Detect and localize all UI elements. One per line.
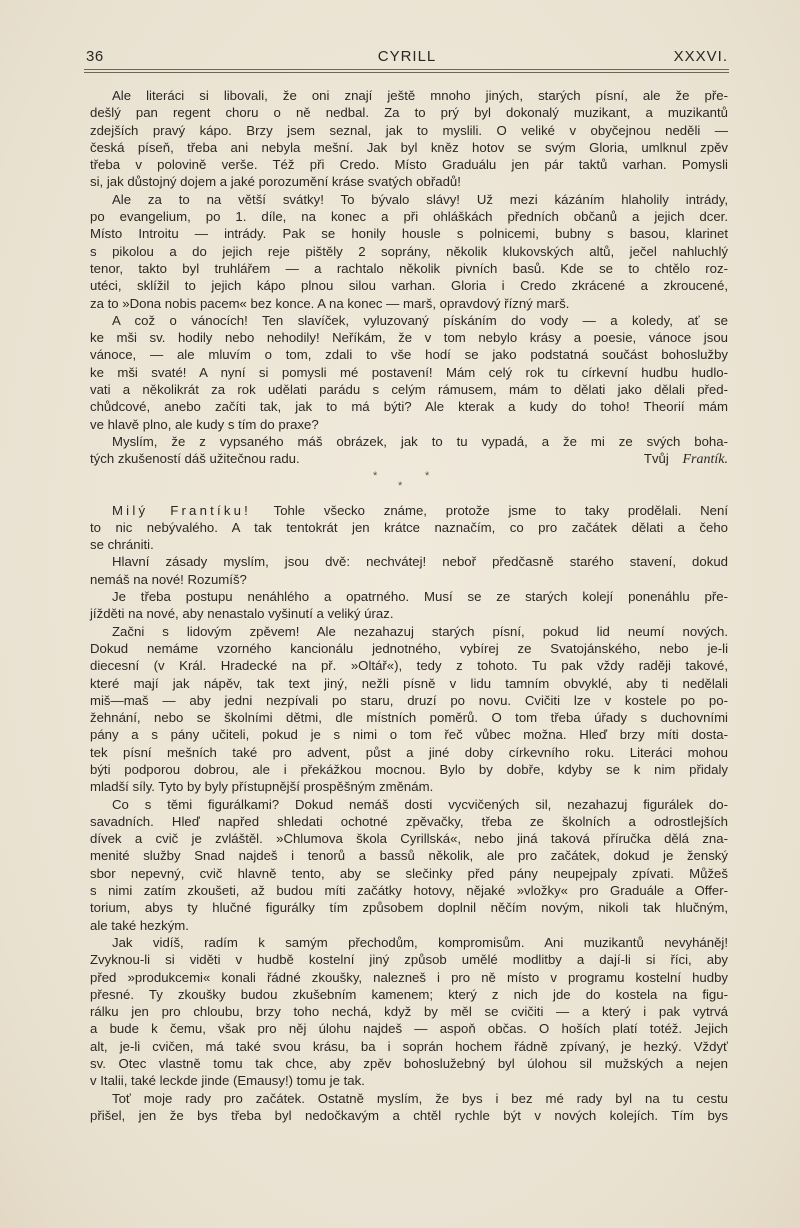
text-line bbox=[90, 796, 728, 813]
line-text: A což o vánocích! Ten slavíček, vyluzovaný pískáním do vody — a koledy, ať se bbox=[112, 312, 728, 328]
separator-star: * bbox=[425, 469, 430, 482]
text-line bbox=[90, 1003, 728, 1020]
text-line bbox=[90, 156, 728, 173]
line-text: diecesní (v Král. Hradecké na př. »Oltář«), tedy z tohoto. Tu pak vždy raději takové, bbox=[90, 658, 728, 674]
line-text: nemáš na nové! Rozumíš? bbox=[90, 571, 247, 587]
line-text: savadních. Hleď napřed shledati ochotné zpěvačky, třeba ze školních a odrostlejších bbox=[90, 813, 728, 829]
text-line bbox=[90, 381, 728, 398]
line-text: Začni s lidovým zpěvem! Ale nezahazuj starých písní, pokud lid neumí nových. bbox=[112, 623, 728, 639]
line-text: přišel, jen že bys třeba byl nedočkavým a chtěl rychle být v nových kolejích. Tím bys bbox=[90, 1107, 728, 1123]
line-text: před »produkcemi« konali řádné zkoušky, nalezneš i pro ně místo v programu kostelní hudby bbox=[90, 969, 728, 985]
separator-star: * bbox=[398, 479, 403, 492]
text-line bbox=[90, 640, 728, 657]
text-line bbox=[90, 882, 728, 899]
text-line bbox=[90, 398, 728, 415]
text-line bbox=[90, 899, 728, 916]
text-line bbox=[90, 1090, 728, 1107]
text-line bbox=[90, 813, 728, 830]
line-text: s pikolou a do jejich reje pištěly 2 soprány, několik klukovských altů, ječel nahluchlý bbox=[90, 243, 728, 259]
signature-closing: Tvůj bbox=[643, 451, 669, 467]
line-text: ale také hezkým. bbox=[90, 917, 189, 933]
line-text: Toť moje rady pro začátek. Ostatně myslím, že bys i bez mé rady byl na tu cestu bbox=[112, 1090, 728, 1106]
text-line bbox=[90, 536, 728, 553]
line-text: vánoce, — ale mluvím o tom, zdali to vše hodí se jako podstatná součást bohoslužby bbox=[90, 347, 728, 363]
line-text: ke mši svaté! A nyní si pomysli mé postavení! Mám celý rok tu církevní hudbu hudlo- bbox=[90, 364, 728, 380]
text-line bbox=[90, 744, 728, 761]
paragraph bbox=[90, 934, 728, 1090]
line-text: sbor nepevný, cvič hlavně tento, aby se slečinky před pány neupejpaly zpívati. Můžeš bbox=[90, 865, 728, 881]
line-text: alt, je-li cvičen, má také svou krásu, ba i soprán hochem řádně zpívaný, je hezký. Vždyť bbox=[90, 1038, 728, 1054]
text-line bbox=[90, 675, 728, 692]
text-line bbox=[90, 951, 728, 968]
volume-number: XXXVI. bbox=[673, 48, 728, 65]
text-line bbox=[90, 623, 728, 640]
text-line bbox=[90, 657, 728, 674]
line-text: po evangelium, po 1. díle, na konec a při ohláškách předních občanů a jejich dcer. bbox=[90, 209, 728, 225]
text-line bbox=[90, 986, 728, 1003]
line-text: se chrániti. bbox=[90, 537, 154, 553]
text-line bbox=[90, 519, 728, 536]
line-text: menité služby Snad najdeš i tenorů a bassů několik, ale pro začátek, dokud je ženský bbox=[90, 848, 728, 864]
line-text: Jak vidíš, radím k samým přechodům, kompromisům. Ani muzikantů nevyháněj! bbox=[112, 934, 728, 950]
signature-name: Frantík. bbox=[682, 452, 728, 468]
salutation: Milý Frantíku! bbox=[112, 502, 252, 518]
text-line bbox=[90, 208, 728, 225]
line-text: pány a s pány učiteli, pokud je s nimi o tom řeč vůbec možna. Hleď brzy míti dosta- bbox=[90, 727, 728, 743]
text-line bbox=[90, 778, 728, 795]
line-text: Dokud nemáme vzorného kancionálu jednotného, vybírej ze Svatojánského, nebo je-li bbox=[90, 640, 728, 656]
text-line bbox=[90, 139, 728, 156]
line-text: Ale za to na větší svátky! To bývalo slávy! Už mezi kázáním hlaholily intrády, bbox=[112, 191, 728, 207]
line-text: tek písní mešních také pro advent, půst a jiné doby církevního roku. Literáci mohou bbox=[90, 744, 728, 760]
line-text: to nic nebývalého. A tak tentokrát jen krátce naznačím, co pro začátek dělati a čeho bbox=[90, 519, 728, 535]
text-line bbox=[90, 1020, 728, 1037]
text-line bbox=[90, 122, 728, 139]
line-text: si, jak důstojný dojem a jaké porozumění kráse svatých obřadů! bbox=[90, 174, 461, 190]
text-line bbox=[90, 830, 728, 847]
line-text: chůdcové, anebo začíti tak, jak to má býti? Ale kterak a kudy do toho! Theorií mám bbox=[90, 399, 728, 415]
line-text: žehnání, nebo se školními dětmi, dle místních poměrů. O tom třeba úřady s duchovními bbox=[90, 710, 728, 726]
text-line bbox=[90, 588, 728, 605]
paragraph bbox=[90, 87, 728, 191]
line-text: tých zkušeností dáš užitečnou radu. bbox=[90, 451, 300, 467]
text-line bbox=[90, 726, 728, 743]
text-line bbox=[90, 692, 728, 709]
header-rule bbox=[84, 69, 729, 70]
text-line bbox=[90, 1107, 728, 1124]
text-line bbox=[90, 416, 728, 433]
line-text: přesné. Ty zkoušky budou zkušebním kamenem; který z nich jde do kostela na figu- bbox=[90, 986, 728, 1002]
paragraph bbox=[90, 1090, 728, 1125]
text-line bbox=[90, 450, 728, 467]
line-text: třeba v polovině verše. Též při Credo. Místo Graduálu jen pár taktů varhan. Pomysli bbox=[90, 157, 728, 173]
paragraph bbox=[90, 796, 728, 934]
text-line bbox=[90, 173, 728, 190]
line-text: Místo Introitu — intrády. Pak se honily housle s polnicemi, bubny s basou, klarinet bbox=[90, 226, 728, 242]
paragraph bbox=[90, 623, 728, 796]
line-text: jížděti na nové, aby nenastalo vyšinutí a veliký úraz. bbox=[90, 606, 394, 622]
line-text: v Italii, také leckde jinde (Emausy!) tomu je tak. bbox=[90, 1073, 365, 1089]
line-text: česká píseň, třeba ani nebyla mešní. Jak byl kněz hotov se svým Gloria, umlknul zpěv bbox=[90, 139, 728, 155]
line-text: Tohle všecko známe, protože jsme to taky prodělali. Není bbox=[273, 502, 728, 518]
line-text: ke mši sv. hodily nebo nehodily! Neříkám, že v tom nebylo krásy a poesie, vánoce jsou bbox=[90, 330, 728, 346]
line-text: torium, abys ty hlučné figurálky tím způsobem doplnil něčím novým, nikoli tak hlučným, bbox=[90, 900, 728, 916]
line-text: rálku jen pro chloubu, brzy toho nechá, když by měl se cvičiti — a který i pak vytrvá bbox=[90, 1004, 728, 1020]
text-line bbox=[90, 865, 728, 882]
signature bbox=[644, 450, 728, 468]
line-text: sv. Otec vlastně tomu tak chce, aby zpěv bohoslužebný byl úlohou sil mužských a nejen bbox=[90, 1056, 728, 1072]
line-text: které mají jak nápěv, tak text jiný, nežli písně v lidu tamním obvyklé, aby ti nedělali bbox=[90, 675, 728, 691]
header-rule-second bbox=[84, 72, 729, 73]
text-line bbox=[90, 104, 728, 121]
text-line bbox=[90, 847, 728, 864]
line-text: s nimi zatím zkoušeti, až budou míti začátky hotovy, nějaké »vložky« pro Graduále a Offer- bbox=[90, 883, 728, 899]
text-line bbox=[90, 502, 728, 519]
text-line bbox=[90, 433, 728, 450]
text-line bbox=[90, 243, 728, 260]
line-text: dívek a cvič je zvláštěl. »Chlumova škola Cyrillská«, nebo jiná taková příručka dělá zna- bbox=[90, 831, 728, 847]
text-line bbox=[90, 346, 728, 363]
journal-title: CYRILL bbox=[377, 48, 437, 65]
paragraph bbox=[90, 553, 728, 588]
line-text: zdejších pravý kápo. Brzy jsem seznal, jak to myslili. O veliké v obyčejnou neděli — bbox=[90, 122, 728, 138]
text-line bbox=[90, 934, 728, 951]
line-text: Co s těmi figurálkami? Dokud nemáš dosti vycvičených sil, nezahazuj figurálek do- bbox=[112, 796, 728, 812]
separator-star: * bbox=[373, 469, 378, 482]
text-line bbox=[90, 1038, 728, 1055]
text-line bbox=[90, 277, 728, 294]
line-text: ve hlavě plno, ale kudy s tím do praxe? bbox=[90, 416, 319, 432]
line-text: Myslím, že z vypsaného máš obrázek, jak to tu vypadá, a že mi ze svých boha- bbox=[112, 433, 728, 449]
article-body bbox=[90, 87, 728, 1124]
section-separator bbox=[90, 468, 728, 502]
text-line bbox=[90, 1072, 728, 1089]
text-line bbox=[90, 1055, 728, 1072]
line-text: Ale literáci si libovali, že oni znají ještě mnoho jiných, starých písní, ale že pře- bbox=[112, 88, 728, 103]
line-text: utéci, sklížil to jejich kápo plnou silou varhan. Gloria i Credo zkrácené a zkroucené, bbox=[90, 278, 728, 294]
text-line bbox=[90, 761, 728, 778]
text-line bbox=[90, 364, 728, 381]
text-line bbox=[90, 605, 728, 622]
line-text: vati a několikrát za rok udělati parádu s celým rámusem, mám to dělati jako dělali před- bbox=[90, 382, 728, 398]
text-line bbox=[90, 295, 728, 312]
line-text: miš—maš — aby jedni nezpívali po staru, druzí po novu. Cvičiti lze v kostele po po- bbox=[90, 692, 728, 708]
text-line bbox=[90, 191, 728, 208]
text-line bbox=[90, 571, 728, 588]
running-header bbox=[86, 48, 728, 66]
line-text: tenor, takto byl truhlářem — a rachtalo několik pivních basů. Kde se to chtělo roz- bbox=[90, 260, 728, 276]
paragraph bbox=[90, 588, 728, 623]
text-line bbox=[90, 553, 728, 570]
paragraph bbox=[90, 312, 728, 433]
text-line bbox=[90, 225, 728, 242]
line-text: býti podporou dobrou, ale i překážkou mocnou. Bylo by dobře, kdyby se k nim přidaly bbox=[90, 761, 728, 777]
text-line bbox=[90, 969, 728, 986]
text-line bbox=[90, 709, 728, 726]
line-text: Zvyknou-li si viděti v hudbě kostelní jiný způsob umělé modlitby a dají-li si říci, aby bbox=[90, 952, 728, 968]
line-text: dešlý pan regent choru o ně nedbal. Za to prý byl dokonalý muzikant, a muzikantů bbox=[90, 105, 728, 121]
page-number: 36 bbox=[86, 48, 104, 65]
paragraph bbox=[90, 502, 728, 554]
line-text: a bude k čemu, však pro něj úlohu najdeš — aspoň občas. O hoších platí totéž. Jejich bbox=[90, 1021, 728, 1037]
text-line bbox=[90, 260, 728, 277]
text-line bbox=[90, 312, 728, 329]
text-line bbox=[90, 329, 728, 346]
text-line bbox=[90, 917, 728, 934]
line-text: mladší síly. Tyto by byly přístupnější prospěšným změnám. bbox=[90, 779, 434, 795]
line-text: Je třeba postupu nenáhlého a opatrného. Musí se ze starých kolejí ponenáhlu pře- bbox=[112, 589, 728, 605]
paragraph bbox=[90, 191, 728, 312]
line-text: Hlavní zásady myslím, jsou dvě: nechvátej! neboř předčasně starého stavení, dokud bbox=[112, 554, 728, 570]
text-line bbox=[90, 87, 728, 104]
line-text: za to »Dona nobis pacem« bez konce. A na konec — marš, opravdový řízný marš. bbox=[90, 295, 570, 311]
paragraph bbox=[90, 433, 728, 468]
